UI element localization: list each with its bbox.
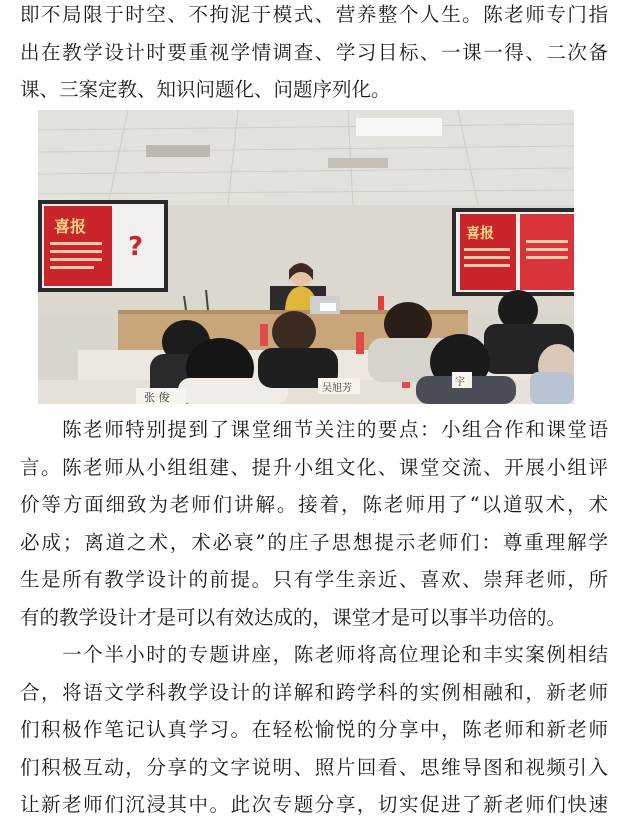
lecture-photo — [38, 110, 574, 404]
name-tag-1 — [136, 388, 186, 404]
right-screen-title: 喜报 — [466, 226, 494, 242]
svg-text:张 俊: 张 俊 — [144, 391, 170, 404]
right-screen — [452, 208, 574, 296]
text-line: 出在教学设计时要重视学情调查、学习目标、一课一得、二次备 — [20, 40, 608, 64]
text-line: 即不局限于时空、不拘泥于模式、营养整个人生。陈老师专门指 — [20, 3, 608, 26]
text-line: 陈老师特别提到了课堂细节关注的要点：小组合作和课堂语 — [20, 418, 608, 441]
paragraph-1 — [20, 0, 608, 109]
text-line: 课、三案定教、知识问题化、问题序列化。 — [20, 78, 391, 101]
text-line: 有的教学设计才是可以有效达成的，课堂才是可以事半功倍的。 — [20, 605, 567, 629]
ceiling-light — [356, 118, 442, 136]
svg-text:宇: 宇 — [455, 377, 465, 388]
text-line: 价等方面细致为老师们讲解。接着，陈老师用了“以道驭术，术 — [20, 493, 608, 516]
text-line: 们积极互动，分享的文字说明、照片回看、思维导图和视频引入 — [20, 755, 608, 779]
text-line: 生是所有教学设计的前提。只有学生亲近、喜欢、崇拜老师，所 — [20, 568, 608, 591]
text-line: 让新老师们沉浸其中。此次专题分享，切实促进了新老师们快速 — [20, 793, 608, 816]
text-line: 合，将语文学科教学设计的详解和跨学科的实例相融和，新老师 — [20, 680, 608, 704]
paragraph-2 — [20, 411, 608, 636]
name-tag-3 — [452, 372, 472, 388]
ceiling-vent — [146, 145, 210, 157]
text-line: 一个半小时的专题讲座，陈老师将高位理论和丰实案例相结 — [20, 643, 608, 666]
text-line: 必成；离道之术，术必衰”的庄子思想提示老师们：尊重理解学 — [20, 530, 608, 554]
left-screen-title: 喜报 — [54, 217, 87, 236]
svg-text:?: ? — [128, 232, 144, 262]
text-line: 言。陈老师从小组组建、提升小组文化、课堂交流、开展小组评 — [20, 455, 608, 479]
text-line: 们积极作笔记认真学习。在轻松愉悦的分享中，陈老师和新老师 — [20, 718, 608, 741]
name-tag-2 — [318, 378, 360, 394]
svg-text:吴旭芳: 吴旭芳 — [322, 383, 352, 394]
left-screen — [38, 200, 168, 292]
paragraph-3 — [20, 636, 608, 824]
